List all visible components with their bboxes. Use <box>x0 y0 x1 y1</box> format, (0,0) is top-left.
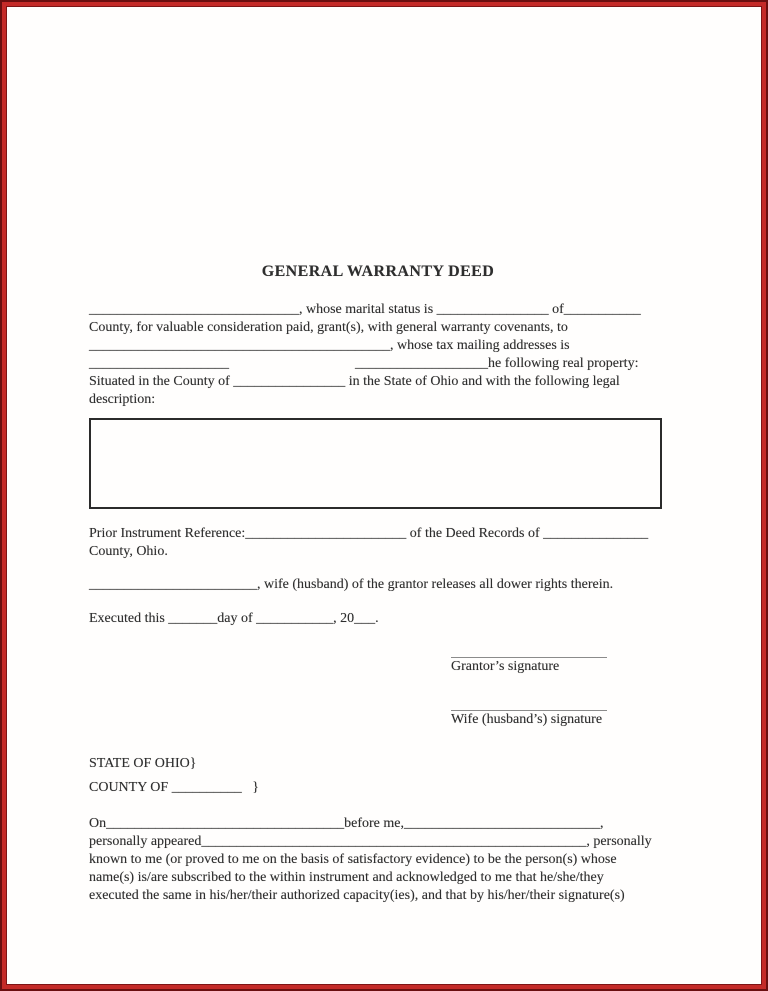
wife-signature-group <box>451 706 694 729</box>
dower-release-line: ________________________, wife (husband) of the grantor releases all dower rights therein. <box>89 577 614 592</box>
intro-line-county-covenants: County, for valuable consideration paid, grant(s), with general warranty covenants, to <box>89 320 568 335</box>
notary-capacity-line: executed the same in his/her/their authorized capacity(ies), and that by his/her/their signature(s) <box>89 888 625 903</box>
notary-state-line: STATE OF OHIO} <box>89 756 197 771</box>
intro-line-grantee-tax-address: ___________________________________________, whose tax mailing addresses is <box>89 338 570 353</box>
intro-line-real-property: ____________________ ___________________he following real property: <box>89 356 639 371</box>
wife-signature-label: Wife (husband’s) signature <box>451 712 603 727</box>
document-title: GENERAL WARRANTY DEED <box>261 263 495 280</box>
legal-description-box <box>89 418 662 509</box>
intro-paragraph <box>89 301 694 409</box>
grantor-signature-label: Grantor’s signature <box>451 659 560 674</box>
document-content <box>89 7 694 905</box>
intro-line-description: description: <box>89 392 156 407</box>
execution-date-paragraph <box>89 610 694 628</box>
grantor-signature-group <box>451 653 694 676</box>
notary-before-me-line: On__________________________________before me,____________________________, <box>89 816 604 831</box>
signature-block <box>451 653 694 729</box>
notary-acknowledgment-block <box>89 755 694 905</box>
prior-instrument-reference-line: Prior Instrument Reference:_______________________ of the Deed Records of _______________ <box>89 526 649 541</box>
intro-line-situated-county: Situated in the County of ________________ in the State of Ohio and with the following legal <box>89 374 620 389</box>
notary-known-to-me-line: known to me (or proved to me on the basis of satisfactory evidence) to be the person(s) whose <box>89 852 617 867</box>
dower-release-paragraph <box>89 576 694 594</box>
notary-personally-appeared-line: personally appeared_______________________________________________________, personally <box>89 834 652 849</box>
document-page <box>6 6 762 985</box>
execution-date-line: Executed this _______day of ___________, 20___. <box>89 611 379 626</box>
notary-subscribed-line: name(s) is/are subscribed to the within instrument and acknowledged to me that he/she/they <box>89 870 604 885</box>
intro-line-grantor-marital-status: ______________________________, whose marital status is ________________ of___________ <box>89 302 641 317</box>
prior-instrument-paragraph <box>89 525 694 561</box>
prior-county-ohio-line: County, Ohio. <box>89 544 168 559</box>
notary-county-line: COUNTY OF __________ } <box>89 780 259 795</box>
